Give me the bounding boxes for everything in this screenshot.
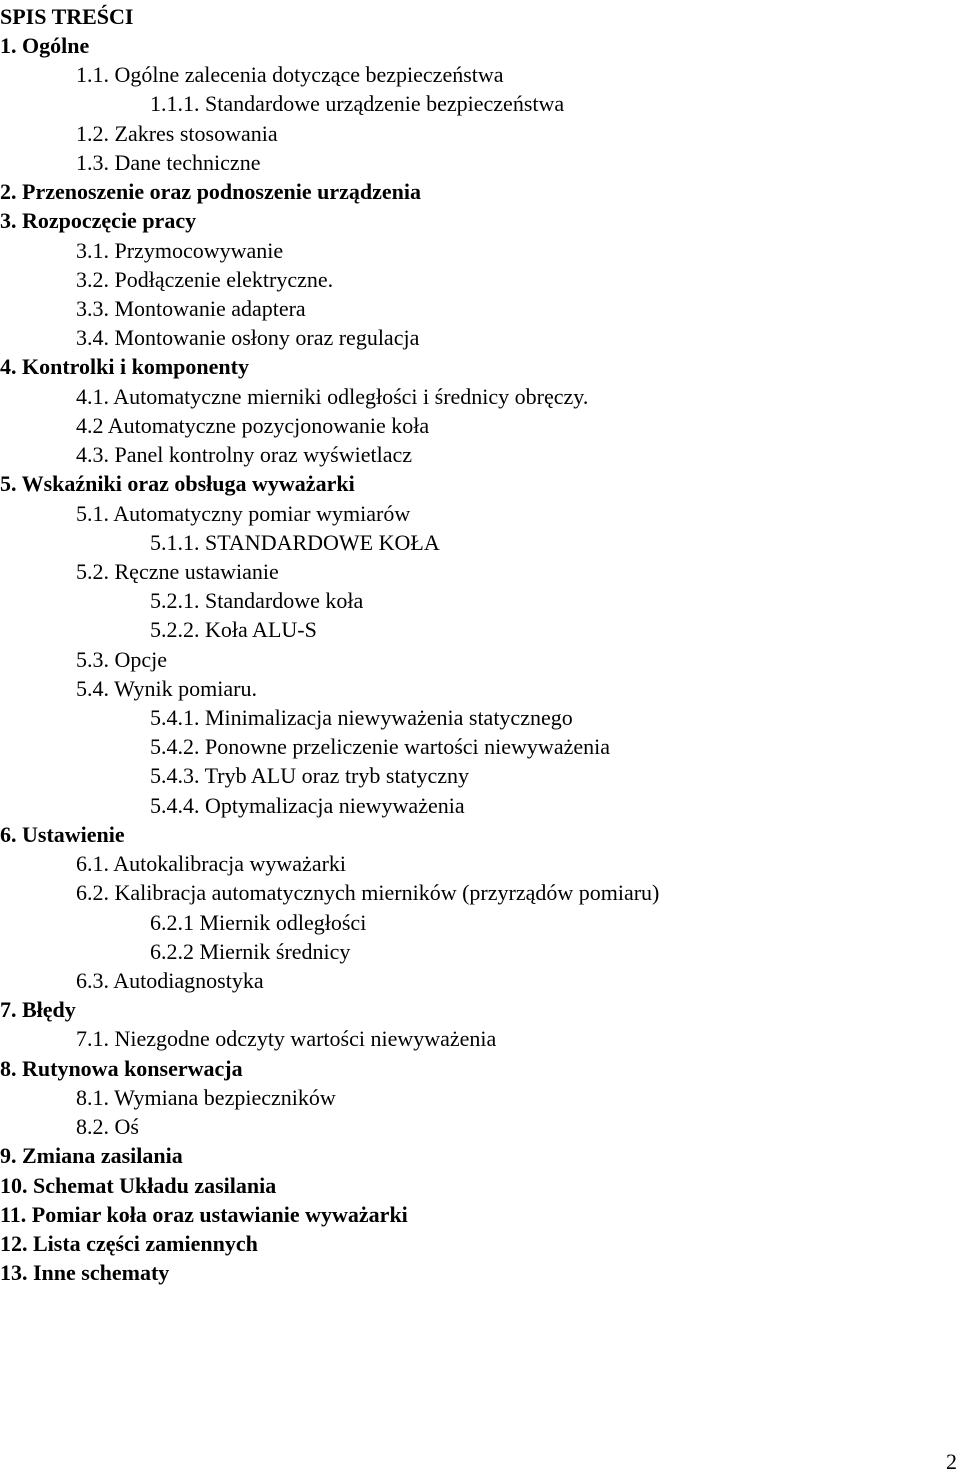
toc-subsection: 5.4.3. Tryb ALU oraz tryb statyczny: [150, 763, 469, 789]
toc-section: 3.1. Przymocowywanie: [76, 237, 284, 263]
toc-chapter: 9. Zmiana zasilania: [0, 1143, 183, 1169]
toc-chapter: 4. Kontrolki i komponenty: [0, 354, 249, 380]
page-number: 2: [946, 1449, 957, 1474]
toc-chapter: 7. Błędy: [0, 997, 76, 1023]
toc-subsection: 5.4.4. Optymalizacja niewyważenia: [150, 792, 465, 818]
toc-chapter: 11. Pomiar koła oraz ustawianie wyważarki: [0, 1201, 408, 1227]
toc-subsection: 5.2.2. Koła ALU-S: [150, 617, 317, 643]
toc-subsection: 5.1.1. STANDARDOWE KOŁA: [150, 529, 440, 555]
toc-section: 8.2. Oś: [76, 1114, 139, 1140]
toc-section: 4.1. Automatyczne mierniki odległości i średnicy obręczy.: [76, 383, 589, 409]
toc-section: 5.2. Ręczne ustawianie: [76, 558, 279, 584]
toc-chapter: 6. Ustawienie: [0, 821, 125, 847]
toc-section: 6.1. Autokalibracja wyważarki: [76, 851, 347, 877]
toc-chapter: 1. Ogólne: [0, 33, 90, 58]
toc-chapter: 2. Przenoszenie oraz podnoszenie urządzenia: [0, 179, 421, 205]
toc-section: 5.1. Automatyczny pomiar wymiarów: [76, 500, 411, 526]
toc-subsection: 5.2.1. Standardowe koła: [150, 588, 364, 614]
toc-section: 4.2 Automatyczne pozycjonowanie koła: [76, 412, 430, 438]
toc-section: 3.4. Montowanie osłony oraz regulacja: [76, 325, 420, 351]
toc-section: 3.3. Montowanie adaptera: [76, 295, 306, 321]
toc-section: 8.1. Wymiana bezpieczników: [76, 1084, 336, 1110]
toc-chapter: 13. Inne schematy: [0, 1260, 170, 1286]
toc-section: 1.2. Zakres stosowania: [76, 120, 278, 146]
toc-section: 6.2. Kalibracja automatycznych mierników (przyrządów pomiaru): [76, 880, 660, 906]
toc-list: [0, 31, 960, 1287]
toc-section: 3.2. Podłączenie elektryczne.: [76, 266, 334, 292]
toc-section: 4.3. Panel kontrolny oraz wyświetlacz: [76, 442, 413, 468]
toc-chapter: 5. Wskaźniki oraz obsługa wyważarki: [0, 471, 355, 497]
toc-chapter: 3. Rozpoczęcie pracy: [0, 208, 197, 234]
toc-subsection: 5.4.1. Minimalizacja niewyważenia statycznego: [150, 705, 573, 731]
toc-section: 1.1. Ogólne zalecenia dotyczące bezpieczeństwa: [76, 62, 504, 88]
toc-section: 5.3. Opcje: [76, 646, 168, 672]
toc-section: 1.3. Dane techniczne: [76, 149, 261, 175]
toc-section: 5.4. Wynik pomiaru.: [76, 675, 257, 701]
toc-chapter: 8. Rutynowa konserwacja: [0, 1055, 243, 1081]
toc-subsection: 5.4.2. Ponowne przeliczenie wartości niewyważenia: [150, 734, 610, 760]
toc-title: SPIS TREŚCI: [0, 4, 134, 29]
toc-chapter: 10. Schemat Układu zasilania: [0, 1172, 277, 1198]
toc-subsection: 1.1.1. Standardowe urządzenie bezpieczeństwa: [150, 91, 565, 117]
toc-section: 6.3. Autodiagnostyka: [76, 968, 264, 993]
toc-subsection: 6.2.1 Miernik odległości: [150, 909, 367, 935]
toc-section: 7.1. Niezgodne odczyty wartości niewyważenia: [76, 1026, 497, 1052]
toc-chapter: 12. Lista części zamiennych: [0, 1230, 258, 1256]
toc-subsection: 6.2.2 Miernik średnicy: [150, 938, 351, 964]
